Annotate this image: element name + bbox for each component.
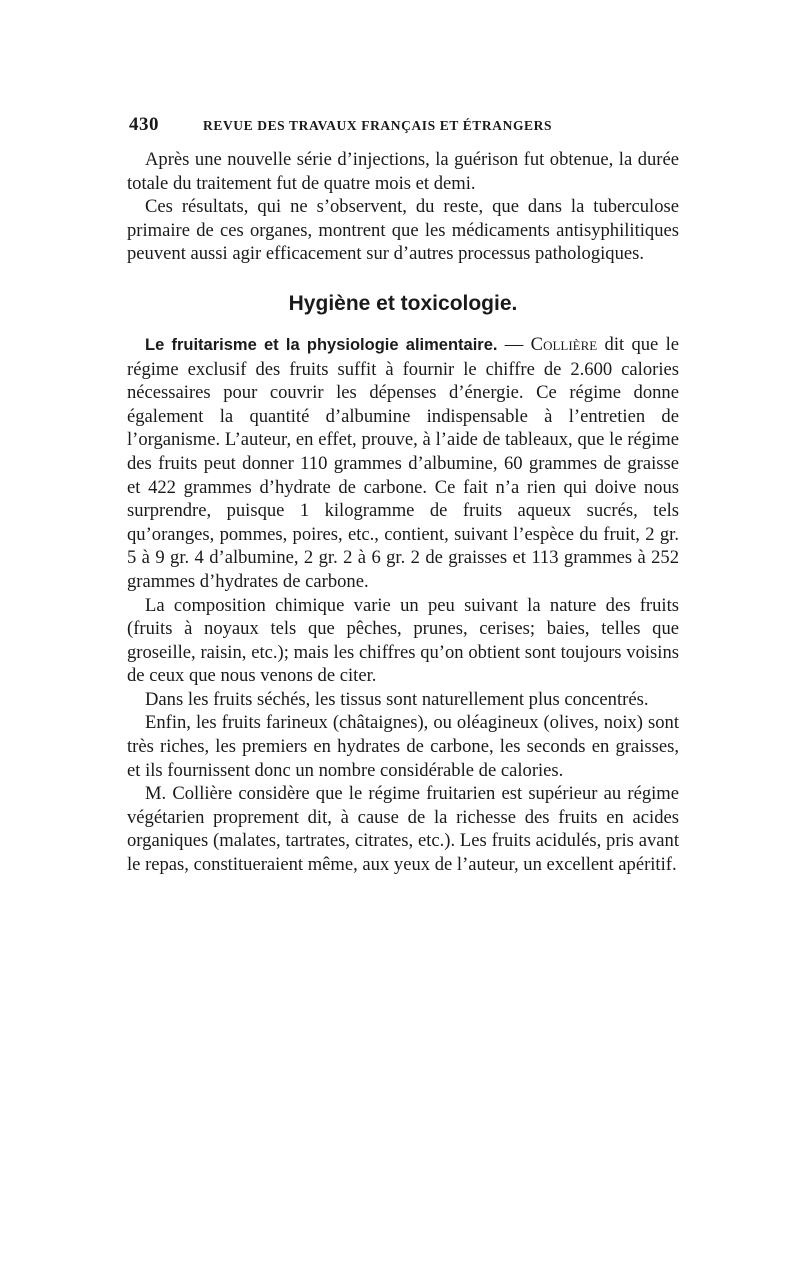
paragraph-conclusion: M. Collière considère que le régime fruitarien est supérieur au régime végétarien proprement dit, à cause de la richesse des fruits en acides organiques (malates, tartrates, citrates, etc.). Les fruits acidulés, pris avant le repas, constitueraient même, aux yeux de l’auteur, un excellent apéritif. bbox=[127, 783, 679, 876]
paragraph-fruits-farineux: Enfin, les fruits farineux (châtaignes), ou oléagineux (olives, noix) sont très riches, les premiers en hydrates de carbone, les seconds en graisses, et ils fournissent donc un nombre considérable de calories. bbox=[127, 712, 679, 781]
author-name: Collière bbox=[530, 333, 598, 355]
page-number: 430 bbox=[129, 114, 159, 135]
paragraph-composition: La composition chimique varie un peu suivant la nature des fruits (fruits à noyaux tels que pêches, prunes, cerises; baies, telles que groseille, raisin, etc.); mais les chiffres qu’on obtient sont toujours voisins de ceux que nous venons de citer. bbox=[127, 594, 679, 687]
article-dash: — bbox=[497, 333, 531, 355]
paragraph-results: Ces résultats, qui ne s’observent, du reste, que dans la tuberculose primaire de ces organes, montrent que les médicaments antisyphilitiques peuvent aussi agir efficacement sur d’autres processus pathologiques. bbox=[127, 196, 679, 265]
article-title: Le fruitarisme et la physiologie alimentaire. bbox=[145, 335, 498, 354]
paragraph-fruits-seches: Dans les fruits séchés, les tissus sont naturellement plus concentrés. bbox=[145, 688, 649, 710]
running-title: REVUE DES TRAVAUX FRANÇAIS ET ÉTRANGERS bbox=[203, 118, 553, 133]
running-head bbox=[129, 114, 679, 148]
page-body bbox=[127, 114, 679, 877]
paragraph-fruitarisme bbox=[127, 333, 679, 594]
section-heading: Hygiène et toxicologie. bbox=[288, 291, 518, 315]
paragraph-injections: Après une nouvelle série d’injections, la guérison fut obtenue, la durée totale du traitement fut de quatre mois et demi. bbox=[127, 149, 679, 194]
article-text: dit que le régime exclusif des fruits suffit à fournir le chiffre de 2.600 calories nécessaires pour couvrir les dépenses d’énergie. Ce régime donne également la quantité d’albumine indispensable à l’entretien de l’organisme. L’auteur, en effet, prouve, à l’aide de tableaux, que le régime des fruits peut donner 110 grammes d’albumine, 60 grammes de graisse et 422 grammes d’hydrate de carbone. Ce fait n’a rien qui doive nous surprendre, puisque 1 kilogramme de fruits aqueux sucrés, tels qu’oranges, pommes, poires, etc., contient, suivant l’espèce du fruit, 2 gr. 5 à 9 gr. 4 d’albumine, 2 gr. 2 à 6 gr. 2 de graisses et 113 grammes à 252 grammes d’hydrates de carbone. bbox=[127, 333, 680, 592]
